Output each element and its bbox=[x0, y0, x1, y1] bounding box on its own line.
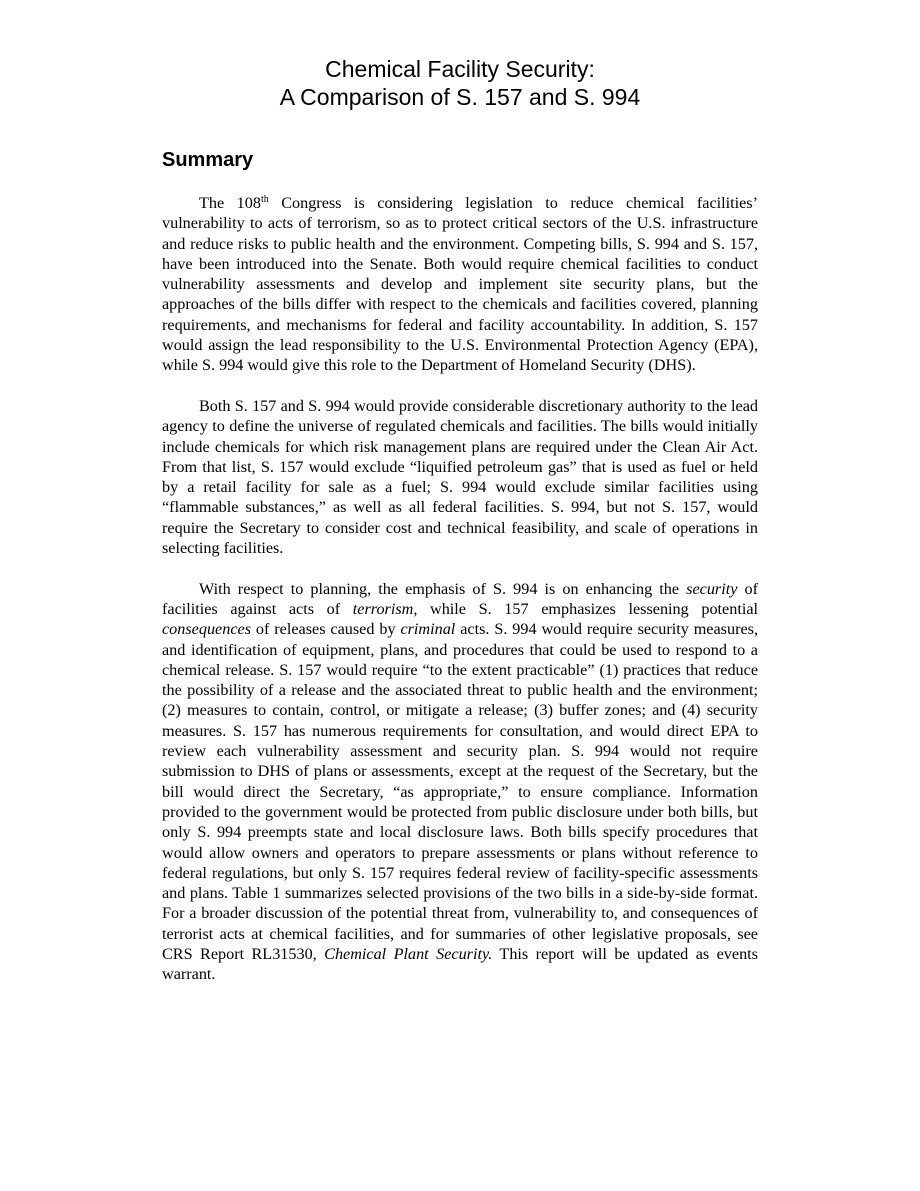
paragraph-2: Both S. 157 and S. 994 would provide considerable discretionary authority to the lead agency to define the universe of regulated chemicals and facilities. The bills would initially include chemicals for which risk management plans are required under the Clean Air Act. From that list, S. 157 would exclude “liquified petroleum gas” that is used as fuel or held by a retail facility for sale as a fuel; S. 994 would exclude similar facilities using “flammable substances,” as well as all federal facilities. S. 994, but not S. 157, would require the Secretary to consider cost and technical feasibility, and scale of operations in selecting facilities. bbox=[162, 396, 758, 558]
paragraph-3: With respect to planning, the emphasis of S. 994 is on enhancing the security of facilities against acts of terrorism, while S. 157 emphasizes lessening potential consequences of releases caused by criminal acts. S. 994 would require security measures, and identification of equipment, plans, and procedures that could be used to respond to a chemical release. S. 157 would require “to the extent practicable” (1) practices that reduce the possibility of a release and the associated threat to public health and the environment; (2) measures to contain, control, or mitigate a release; (3) buffer zones; and (4) security measures. S. 157 has numerous requirements for consultation, and would direct EPA to review each vulnerability assessment and security plan. S. 994 would not require submission to DHS of plans or assessments, except at the request of the Secretary, but the bill would direct the Secretary, “as appropriate,” to ensure compliance. Information provided to the government would be protected from public disclosure under both bills, but only S. 994 preempts state and local disclosure laws. Both bills specify procedures that would allow owners and operators to prepare assessments or plans without reference to federal regulations, but only S. 157 requires federal review of facility-specific assessments and plans. Table 1 summarizes selected provisions of the two bills in a side-by-side format. For a broader discussion of the potential threat from, vulnerability to, and consequences of terrorist acts at chemical facilities, and for summaries of other legislative proposals, see CRS Report RL31530, Chemical Plant Security. This report will be updated as events warrant. bbox=[162, 579, 758, 984]
title-line-2: A Comparison of S. 157 and S. 994 bbox=[279, 84, 641, 110]
report-title: Chemical Plant Security. bbox=[324, 944, 493, 963]
section-heading: Summary bbox=[162, 149, 254, 171]
ordinal-superscript: th bbox=[260, 194, 269, 205]
title-line-1: Chemical Facility Security: bbox=[325, 56, 595, 82]
document-title bbox=[162, 55, 758, 111]
paragraph-1: The 108th Congress is considering legislation to reduce chemical facilities’ vulnerability to acts of terrorism, so as to protect critical sectors of the U.S. infrastructure and reduce risks to public health and the environment. Competing bills, S. 994 and S. 157, have been introduced into the Senate. Both would require chemical facilities to conduct vulnerability assessments and develop and implement site security plans, but the approaches of the bills differ with respect to the chemicals and facilities covered, planning requirements, and mechanisms for federal and facility accountability. In addition, S. 157 would assign the lead responsibility to the U.S. Environmental Protection Agency (EPA), while S. 994 would give this role to the Department of Homeland Security (DHS). bbox=[162, 194, 758, 375]
summary-body bbox=[162, 193, 758, 1005]
